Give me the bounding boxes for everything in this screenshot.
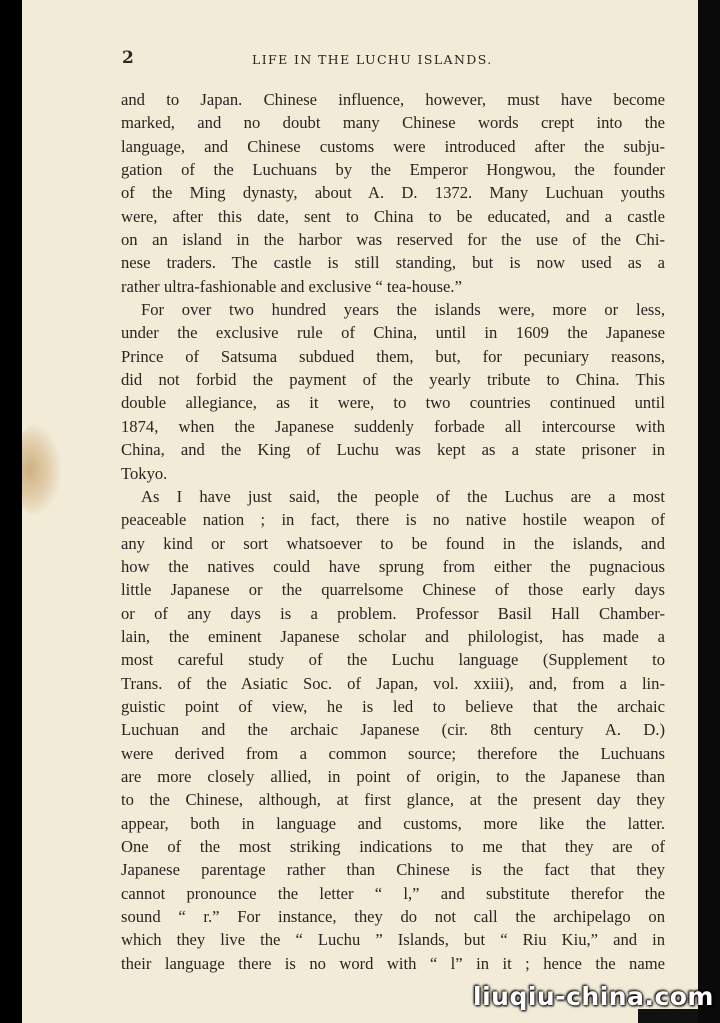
text-line: Luchuan and the archaic Japanese (cir. 8th century A. D.) [121, 720, 665, 740]
text-line: cannot pronounce the letter “ l,” and substitute therefor the [121, 883, 665, 903]
watermark: liuqiu-china.com [473, 982, 714, 1011]
text-line: are more closely allied, in point of origin, to the Japanese than [121, 766, 665, 786]
text-line: For over two hundred years the islands were, more or less, [141, 300, 665, 320]
text-line: lain, the eminent Japanese scholar and philologist, has made a [121, 626, 665, 646]
text-line: of the Ming dynasty, about A. D. 1372. Many Luchuan youths [121, 183, 665, 203]
page-edge-shadow [698, 0, 720, 1023]
text-line: Japanese parentage rather than Chinese is the fact that they [121, 860, 665, 880]
text-line: their language there is no word with “ l” in it ; hence the name [121, 953, 665, 973]
text-line: little Japanese or the quarrelsome Chinese of those early days [121, 580, 665, 600]
text-line: or of any days is a problem. Professor Basil Hall Chamber- [121, 603, 665, 623]
text-line: sound “ r.” For instance, they do not call the archipelago on [121, 907, 665, 927]
page-header [122, 46, 662, 74]
text-line: to the Chinese, although, at first glance, at the present day they [121, 790, 665, 810]
text-line: guistic point of view, he is led to believe that the archaic [121, 696, 665, 716]
text-line: Prince of Satsuma subdued them, but, for pecuniary reasons, [121, 346, 665, 366]
text-line: double allegiance, as it were, to two countries continued until [121, 393, 665, 413]
running-head: LIFE IN THE LUCHU ISLANDS. [252, 52, 493, 67]
text-line: any kind or sort whatsoever to be found in the islands, and [121, 533, 665, 553]
text-line: One of the most striking indications to me that they are of [121, 837, 665, 856]
text-line: how the natives could have sprung from either the pugnacious [121, 556, 665, 576]
text-line: on an island in the harbor was reserved for the use of the Chi- [121, 230, 665, 250]
text-line: were derived from a common source; therefore the Luchuans [121, 743, 665, 763]
text-line: language, and Chinese customs were introduced after the subju- [121, 136, 665, 156]
text-line: Trans. of the Asiatic Soc. of Japan, vol. xxiii), and, from a lin- [121, 673, 665, 693]
text-line: appear, both in language and customs, more like the latter. [121, 813, 665, 833]
text-line: were, after this date, sent to China to be educated, and a castle [121, 206, 665, 226]
text-line: marked, and no doubt many Chinese words crept into the [121, 113, 665, 133]
text-line: As I have just said, the people of the Luchus are a most [141, 486, 665, 506]
text-line: rather ultra-fashionable and exclusive “ tea-house.” [121, 276, 462, 296]
text-line: did not forbid the payment of the yearly tribute to China. This [121, 370, 665, 390]
text-line: gation of the Luchuans by the Emperor Hongwou, the founder [121, 160, 665, 180]
page-number: 2 [122, 48, 134, 68]
book-page [22, 0, 698, 1023]
text-line: most careful study of the Luchu language (Supplement to [121, 650, 665, 670]
body-text [121, 88, 665, 975]
text-line: and to Japan. Chinese influence, however, must have become [121, 90, 665, 109]
text-line: peaceable nation ; in fact, there is no native hostile weapon of [121, 510, 665, 530]
text-line: China, and the King of Luchu was kept as a state prisoner in [121, 440, 665, 460]
text-line: under the exclusive rule of China, until in 1609 the Japanese [121, 323, 665, 343]
corner-shadow [638, 1009, 698, 1023]
text-line: Tokyo. [121, 463, 168, 483]
text-line: 1874, when the Japanese suddenly forbade all intercourse with [121, 416, 665, 436]
text-line: nese traders. The castle is still standing, but is now used as a [121, 253, 665, 273]
text-line: which they live the “ Luchu ” Islands, but “ Riu Kiu,” and in [121, 930, 665, 950]
page-stain [22, 425, 60, 515]
